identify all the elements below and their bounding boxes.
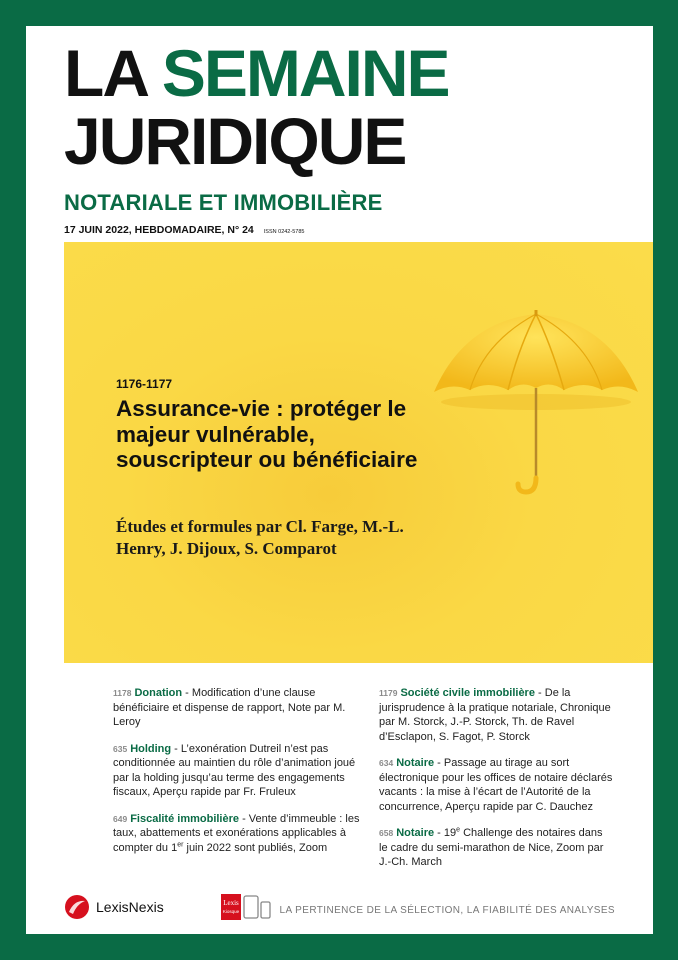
issue-date: 17 JUIN 2022, HEBDOMADAIRE, N° 24 xyxy=(64,224,254,236)
contents-item xyxy=(379,686,614,744)
contents-item xyxy=(379,756,614,814)
umbrella-icon xyxy=(424,302,644,502)
feature-authors: Études et formules par Cl. Farge, M.-L. Henry, J. Dijoux, S. Comparot xyxy=(116,517,404,558)
item-category: Fiscalité immobilière xyxy=(130,812,240,825)
feature-headline: Assurance-vie : protéger le majeur vulnérable, souscripteur ou bénéficiaire xyxy=(116,396,418,472)
item-number: 634 xyxy=(379,758,394,768)
item-superscript: er xyxy=(177,840,184,848)
masthead-la: LA xyxy=(64,36,146,110)
item-text: - L’exonération Dutreil n’est pas conditionnée au maintien du rôle d’animation joué par la holding jusqu’au terme des engagements fiscaux, Aperçu rapide par Fr. Fruleux xyxy=(113,742,356,798)
cover-page xyxy=(26,26,653,934)
masthead-line-1 xyxy=(64,36,449,110)
item-category: Donation xyxy=(134,687,183,699)
feature-band xyxy=(64,242,653,663)
item-text: - 19 xyxy=(434,827,457,839)
item-superscript: e xyxy=(456,826,461,834)
item-number: 1179 xyxy=(379,688,398,698)
device-kiosk-icon xyxy=(221,894,271,920)
kiosk-label-1: Lexis xyxy=(223,899,239,907)
lexisnexis-logo xyxy=(64,894,164,920)
feature-references: 1176-1177 xyxy=(116,377,173,391)
item-text: - Vente d’immeuble : les taux, abattements et exonérations applicables à compter du 1 xyxy=(113,812,360,854)
contents-item xyxy=(113,742,363,800)
masthead-semaine: SEMAINE xyxy=(161,36,449,110)
item-number: 658 xyxy=(379,828,394,838)
brand-name: LexisNexis xyxy=(96,899,164,915)
item-category: Notaire xyxy=(396,757,435,769)
footer-slogan: LA PERTINENCE DE LA SÉLECTION, LA FIABILITÉ DES ANALYSES xyxy=(279,905,615,916)
contents-item xyxy=(113,812,363,856)
contents-right-column xyxy=(379,686,614,882)
masthead-juridique: JURIDIQUE xyxy=(64,104,406,178)
issue-dateline xyxy=(64,224,304,236)
item-text-end: juin 2022 sont publiés, Zoom xyxy=(183,841,328,854)
item-category: Société civile immobilière xyxy=(400,687,535,699)
lexis-kiosque-badge xyxy=(221,894,271,920)
contents-item xyxy=(113,686,363,730)
issn: ISSN 0242-5785 xyxy=(263,229,305,235)
item-text: - Modification d’une clause bénéficiaire et dispense de rapport, Note par M. Leroy xyxy=(113,687,346,728)
kiosk-label-2: Kiosque xyxy=(222,909,240,914)
lexisnexis-emblem-icon xyxy=(64,894,90,920)
item-text-end: Challenge des notaires dans le cadre du semi-marathon de Nice, Zoom par J.-Ch. March xyxy=(379,827,604,868)
contents-left-column xyxy=(113,686,363,867)
item-number: 635 xyxy=(113,743,128,754)
item-text: - Passage au tirage au sort électronique pour les offices de notaire déclarés vacants : la mise à l’écart de l’Autorité de la concurrence, Aperçu rapide par C. Dauchez xyxy=(379,757,613,813)
masthead-subtitle: NOTARIALE ET IMMOBILIÈRE xyxy=(64,190,383,215)
item-text: - De la jurisprudence à la pratique notariale, Chronique par M. Storck, J.-P. Storck, Th. de Ravel d’Esclapon, S. Fagot, P. Storck xyxy=(379,687,611,743)
item-category: Notaire xyxy=(396,827,435,839)
contents-item xyxy=(379,826,614,870)
item-number: 649 xyxy=(113,813,128,824)
item-category: Holding xyxy=(130,742,172,755)
item-number: 1178 xyxy=(113,688,132,698)
